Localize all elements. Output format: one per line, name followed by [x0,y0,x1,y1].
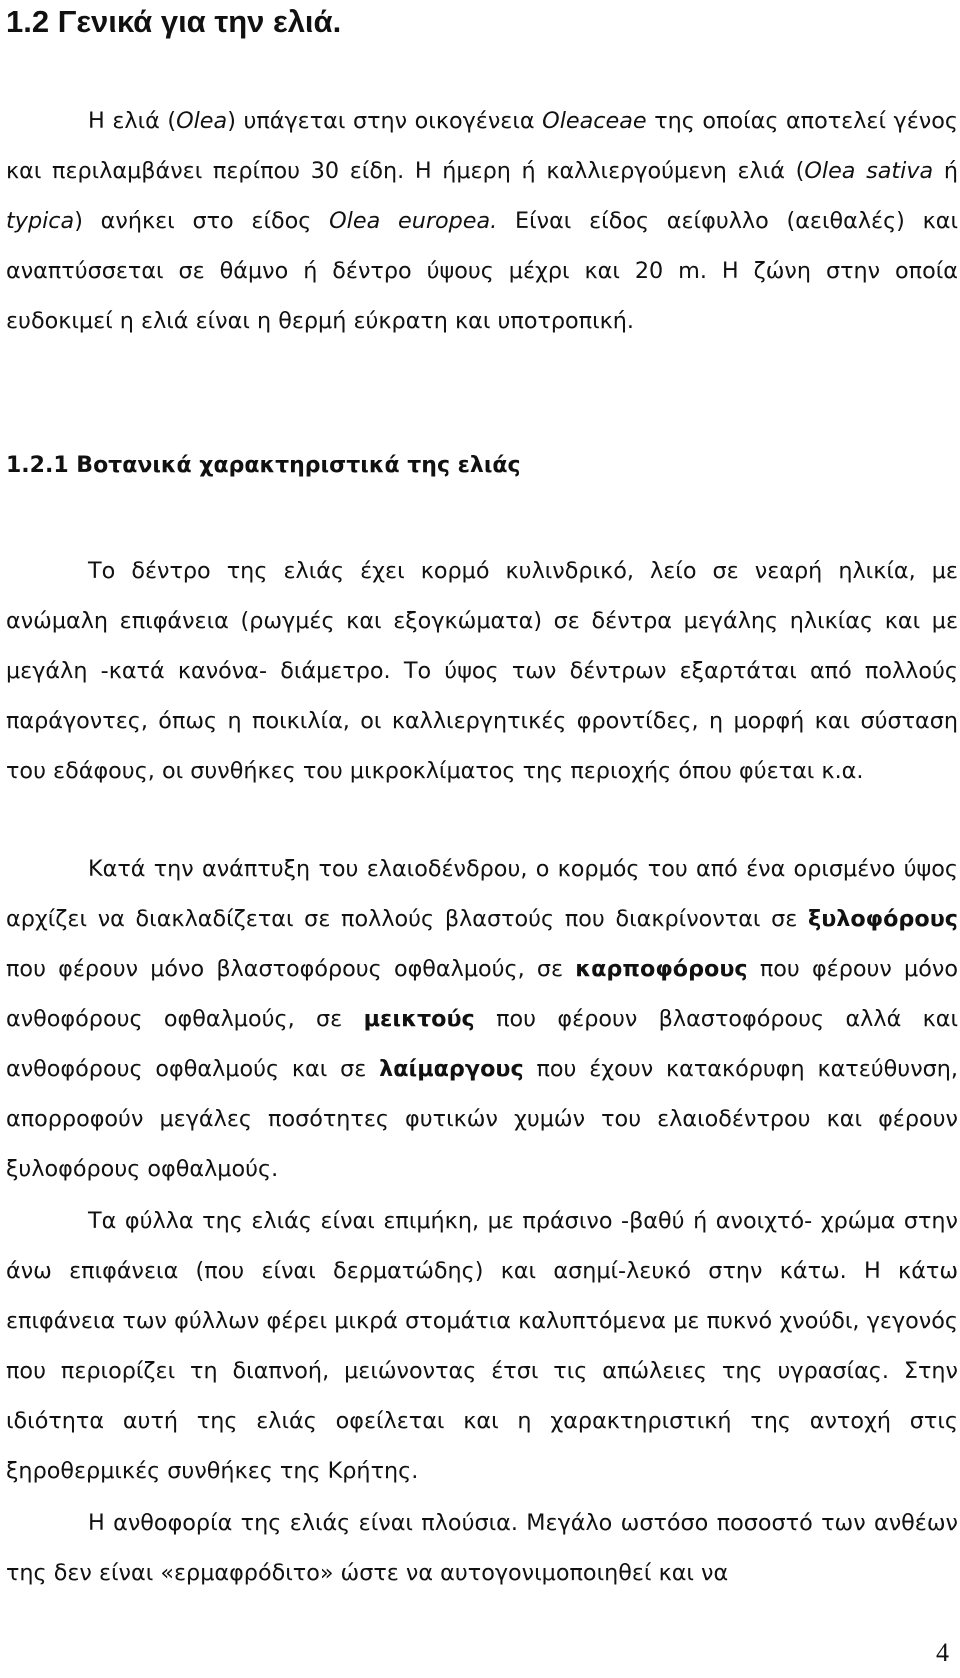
text-run: που φέρουν μόνο ανθοφόρους οφθαλμούς, σε [6,956,958,1032]
italic-term: typica [6,208,75,234]
page-number: 4 [936,1638,949,1667]
text-run: Κατά την ανάπτυξη του ελαιοδένδρου, ο κορμός του από ένα ορισμένο ύψος αρχίζει να διακλαδίζεται σε πολλούς βλαστούς που διακρίνονται σε [6,856,958,932]
trunk-paragraph: Το δέντρο της ελιάς έχει κορμό κυλινδρικό, λείο σε νεαρή ηλικία, με ανώμαλη επιφάνεια (ρωγμές και εξογκώματα) σε δέντρα μεγάλης ηλικίας και με μεγάλη -κατά κανόνα- διάμετρο. Το ύψος των δέντρων εξαρτάται από πολλούς παράγοντες, όπως η ποικιλία, οι καλλιεργητικές φροντίδες, η μορφή και σύσταση του εδάφους, οι συνθήκες του μικροκλίματος της περιοχής όπου φύεται κ.α. [6,558,958,784]
text-run: που έχουν κατακόρυφη κατεύθυνση, απορροφούν μεγάλες ποσότητες φυτικών χυμών του ελαιοδέντρου και φέρουν ξυλοφόρους οφθαλμούς. [6,1056,959,1182]
text-run: που φέρουν βλαστοφόρους αλλά και ανθοφόρους οφθαλμούς και σε [6,1006,959,1082]
bold-term: λαίμαργους [379,1056,524,1082]
italic-term: Olea sativa [804,158,934,184]
branches-paragraph [6,844,958,1194]
subsection-heading: 1.2.1 Βοτανικά χαρακτηριστικά της ελιάς [6,453,521,478]
section-heading: 1.2 Γενικά για την ελιά. [6,4,342,39]
bold-term: καρποφόρους [575,956,748,982]
text-run: ) ανήκει στο είδος [74,208,330,234]
text-run: της οποίας αποτελεί γένος και περιλαμβάνει περίπου 30 είδη. Η ήμερη ή καλλιεργούμενη ελιά ( [6,108,958,184]
text-run: που φέρουν μόνο βλαστοφόρους οφθαλμούς, σε [6,956,576,982]
intro-paragraph [6,96,958,346]
italic-term: Oleaceae [542,108,647,134]
bold-term: μεικτούς [363,1006,475,1032]
leaves-paragraph: Τα φύλλα της ελιάς είναι επιμήκη, με πράσινο -βαθύ ή ανοιχτό- χρώμα στην άνω επιφάνεια (που είναι δερματώδης) και ασημί-λευκό στην κάτω. Η κάτω επιφάνεια των φύλλων φέρει μικρά στομάτια καλυπτόμενα με πυκνό χνούδι, γεγονός που περιορίζει τη διαπνοή, μειώνοντας έτσι τις απώλειες της υγρασίας. Στην ιδιότητα αυτή της ελιάς οφείλεται και η χαρακτηριστική της αντοχή στις ξηροθερμικές συνθήκες της Κρήτης. [6,1208,958,1484]
text-run: Είναι είδος αείφυλλο (αειθαλές) και αναπτύσσεται σε θάμνο ή δέντρο ύψους μέχρι και 20 m. Η ζώνη στην οποία ευδοκιμεί η ελιά είναι η θερμή εύκρατη και υποτροπική. [6,208,958,334]
flowers-paragraph: Η ανθοφορία της ελιάς είναι πλούσια. Μεγάλο ωστόσο ποσοστό των ανθέων της δεν είναι «ερμαφρόδιτο» ώστε να αυτογονιμοποιηθεί και να [6,1510,958,1586]
bold-term: ξυλοφόρους [808,906,958,932]
text-run: ) υπάγεται στην οικογένεια [227,108,543,134]
text-run: ή [933,158,958,184]
text-run: Η ελιά ( [88,108,177,134]
italic-term: Olea [176,108,228,134]
italic-term: Olea europea. [329,208,498,234]
